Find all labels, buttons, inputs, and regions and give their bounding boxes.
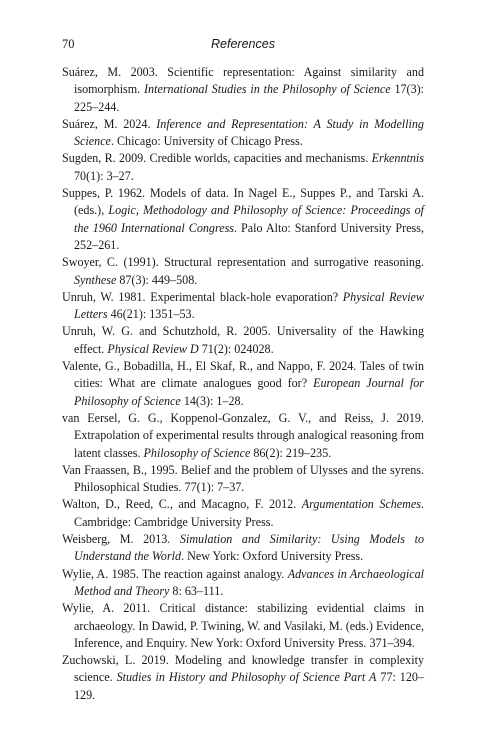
reference-text: van Eersel, G. G., Koppenol-Gonzalez, G. V., and Reiss, J. 2019. Extrapolation of experimental results through analogical reasoning from latent classes. <box>62 410 424 460</box>
reference-entry <box>62 600 424 652</box>
reference-details: 14(3): 1–28. <box>180 393 244 408</box>
reference-details: 87(3): 449–508. <box>116 272 198 287</box>
reference-entry <box>62 64 424 116</box>
reference-details: . New York: Oxford University Press. <box>181 549 364 564</box>
reference-entry <box>62 254 424 289</box>
reference-entry <box>62 496 424 531</box>
reference-text: Weisberg, M. 2013. <box>62 532 180 547</box>
reference-text: Suárez, M. 2003. Scientific representation: Against similarity and isomorphism. <box>62 65 424 97</box>
reference-entry <box>62 566 424 601</box>
reference-text: Suárez, M. 2024. <box>62 116 157 131</box>
reference-text: Wylie, A. 2011. Critical distance: stabilizing evidential claims in archaeology. In Dawid, P. Twining, W. and Vasilaki, M. (eds.) Evidence, Inference, and Enquiry. New York: Oxford University Press. 371–394. <box>62 601 424 650</box>
reference-source: European Journal for Philosophy of Science <box>74 376 424 408</box>
reference-text: Unruh, W. G. and Schutzhold, R. 2005. Universality of the Hawking effect. <box>62 324 424 356</box>
reference-source: Inference and Representation: A Study in Modelling Science <box>74 116 424 149</box>
reference-source: Erkenntnis <box>371 151 424 166</box>
running-head: References <box>211 37 275 51</box>
reference-details: 86(2): 219–235. <box>250 445 332 460</box>
reference-text: Suppes, P. 1962. Models of data. In Nagel E., Suppes P., and Tarski A. (eds.), <box>62 186 424 218</box>
reference-source: Studies in History and Philosophy of Science Part A <box>116 670 377 685</box>
reference-list <box>62 64 424 704</box>
reference-entry <box>62 531 424 566</box>
reference-details: 17(3): 225–244. <box>74 82 424 114</box>
reference-source: Simulation and Similarity: Using Models to Understand the World <box>74 532 424 564</box>
reference-details: . Chicago: University of Chicago Press. <box>110 134 303 149</box>
reference-text: Van Fraassen, B., 1995. Belief and the problem of Ulysses and the syrens. Philosophical Studies. 77(1): 7–37. <box>62 462 424 495</box>
reference-details: 46(21): 1351–53. <box>107 307 195 322</box>
reference-details: . Palo Alto: Stanford University Press, 252–261. <box>74 220 424 252</box>
reference-source: Argumentation Schemes <box>301 497 421 512</box>
reference-entry <box>62 150 424 185</box>
reference-source: Physical Review D <box>107 341 199 356</box>
reference-details: . Cambridge: Cambridge University Press. <box>74 497 424 529</box>
reference-details: 8: 63–111. <box>169 583 224 598</box>
reference-entry <box>62 462 424 497</box>
reference-details: 77: 120–129. <box>74 670 424 702</box>
reference-source: Philosophy of Science <box>143 445 251 460</box>
reference-source: International Studies in the Philosophy of Science <box>144 82 391 97</box>
reference-entry <box>62 652 424 704</box>
page-header <box>62 37 424 55</box>
reference-entry <box>62 358 424 410</box>
reference-text: Sugden, R. 2009. Credible worlds, capacities and mechanisms. <box>62 151 372 166</box>
reference-text: Walton, D., Reed, C., and Macagno, F. 2012. <box>62 497 302 512</box>
reference-text: Zuchowski, L. 2019. Modeling and knowledge transfer in complexity science. <box>62 653 424 685</box>
reference-text: Swoyer, C. (1991). Structural representation and surrogative reasoning. <box>62 255 424 270</box>
reference-source: Logic, Methodology and Philosophy of Science: Proceedings of the 1960 International Congress <box>74 203 424 235</box>
reference-source: Advances in Archaeological Method and Theory <box>74 566 424 598</box>
reference-entry <box>62 410 424 462</box>
reference-text: Valente, G., Bobadilla, H., El Skaf, R., and Nappo, F. 2024. Tales of twin cities: What are climate analogues good for? <box>62 359 424 391</box>
reference-entry <box>62 289 424 324</box>
reference-details: 70(1): 3–27. <box>74 168 134 183</box>
reference-source: Synthese <box>74 272 117 287</box>
reference-details: 71(2): 024028. <box>198 341 274 356</box>
reference-entry <box>62 185 424 254</box>
reference-source: Physical Review Letters <box>74 289 424 322</box>
reference-text: Wylie, A. 1985. The reaction against analogy. <box>62 566 288 581</box>
page-number: 70 <box>62 37 75 51</box>
reference-text: Unruh, W. 1981. Experimental black-hole evaporation? <box>62 289 343 304</box>
reference-entry <box>62 116 424 151</box>
reference-entry <box>62 323 424 358</box>
